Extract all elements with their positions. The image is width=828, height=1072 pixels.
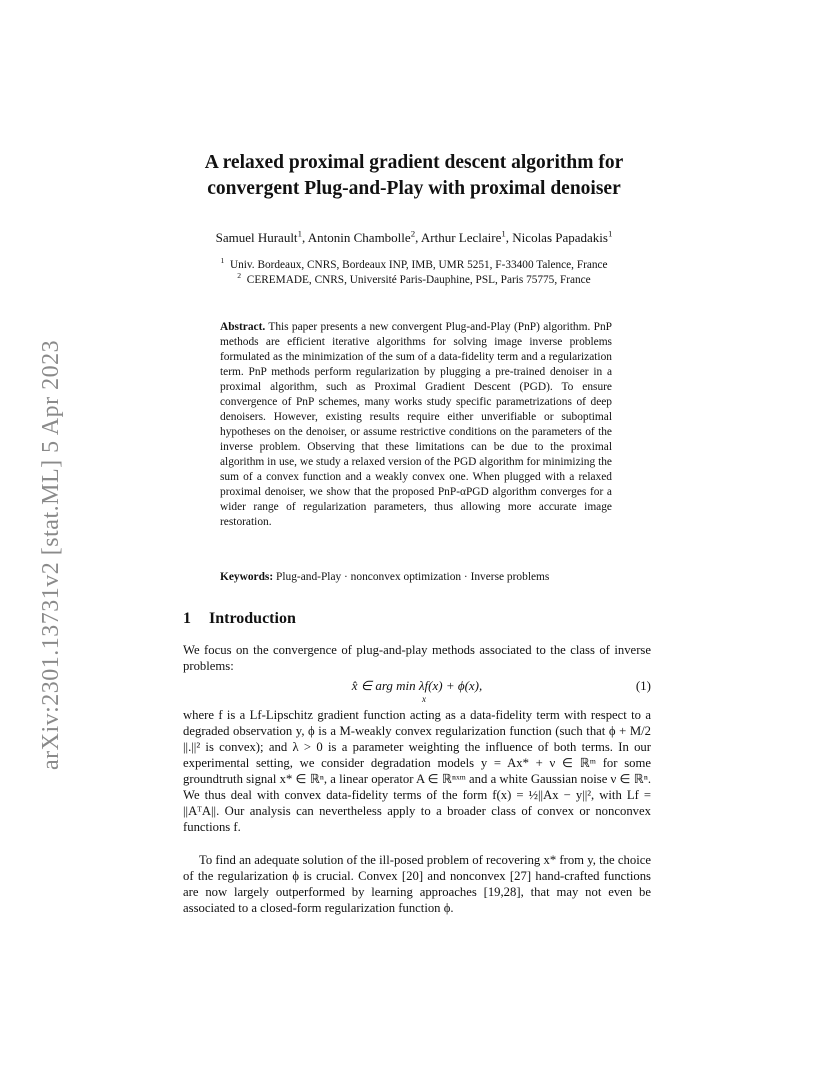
abstract <box>220 320 612 530</box>
equation-number: (1) <box>635 678 651 693</box>
title-line-1: A relaxed proximal gradient descent algorithm for <box>204 152 624 173</box>
paragraph-1: We focus on the convergence of plug-and-play methods associated to the class of inverse problems: <box>183 643 651 673</box>
paper-title <box>120 150 708 202</box>
author-name: , Antonin Chambolle <box>301 230 411 245</box>
keywords <box>220 571 620 583</box>
equation-subscript: x <box>422 694 426 704</box>
paragraph-3: To find an adequate solution of the ill-posed problem of recovering x* from y, the choice of the regularization ϕ is crucial. Convex [20] and nonconvex [27] hand-crafted functions are now largely outperformed by learning approaches [19,28], that may not even be associated to a closed-form regularization function ϕ. <box>183 853 651 915</box>
affiliation-2 <box>120 273 708 288</box>
author-affil-mark: 1 <box>297 228 302 239</box>
section-heading <box>183 610 296 628</box>
author-affil-mark: 2 <box>410 228 416 239</box>
affiliation-text: CEREMADE, CNRS, Université Paris-Dauphine, PSL, Paris 75775, France <box>246 274 591 286</box>
author-name: Samuel Hurault <box>215 230 298 245</box>
equation-1 <box>183 678 651 706</box>
equation-body: x̂ ∈ arg min λf(x) + ϕ(x), <box>351 678 483 693</box>
abstract-label: Abstract. <box>220 321 266 333</box>
title-line-2: convergent Plug-and-Play with proximal denoiser <box>207 178 621 199</box>
affiliation-text: Univ. Bordeaux, CNRS, Bordeaux INP, IMB, UMR 5251, F-33400 Talence, France <box>229 259 608 271</box>
keywords-label: Keywords: <box>220 571 274 583</box>
arxiv-identifier-stamp <box>38 290 78 770</box>
arxiv-id-text: arXiv:2301.13731v2 [stat.ML] 5 Apr 2023 <box>38 339 64 770</box>
paragraph-2: where f is a Lf-Lipschitz gradient function acting as a data-fidelity term with respect to a degraded observation y, ϕ is a M-weakly convex regularization function (such that ϕ + M/2 ||.||² is convex); and λ > 0 is a parameter weighting the influence of both terms. In our experimental setting, we consider degradation models y = Ax* + ν ∈ ℝᵐ for some groundtruth signal x* ∈ ℝⁿ, a linear operator A ∈ ℝⁿˣᵐ and a white Gaussian noise ν ∈ ℝⁿ. We thus deal with convex data-fidelity terms of the form f(x) = ½||Ax − y||², with Lf = ||AᵀA||. Our analysis can nevertheless apply to a broader class of convex or nonconvex functions f. <box>183 708 651 834</box>
affiliation-number: 1 <box>220 256 225 266</box>
affiliation-1 <box>120 258 708 273</box>
author-name: , Arthur Leclaire <box>415 230 502 245</box>
author-affil-mark: 1 <box>607 228 613 239</box>
affiliations <box>120 258 708 288</box>
section-title: Introduction <box>209 610 296 627</box>
affiliation-number: 2 <box>237 271 242 281</box>
keywords-text: Plug-and-Play · nonconvex optimization · Inverse problems <box>276 571 550 583</box>
author-name: , Nicolas Papadakis <box>505 230 608 245</box>
author-list <box>120 230 708 246</box>
abstract-text: This paper presents a new convergent Plug-and-Play (PnP) algorithm. PnP methods are efficient iterative algorithms for solving image inverse problems formulated as the minimization of the sum of a data-fidelity term and a regularization term. PnP methods perform regularization by plugging a pre-trained denoiser in a proximal algorithm, such as Proximal Gradient Descent (PGD). To ensure convergence of PnP schemes, many works study specific parametrizations of deep denoisers. However, existing results require either unverifiable or suboptimal hypotheses on the denoiser, or assume restrictive conditions on the parameters of the inverse problem. Observing that these limitations can be due to the proximal algorithm in use, we study a relaxed version of the PGD algorithm for minimizing the sum of a convex function and a weakly convex one. When plugged with a relaxed proximal denoiser, we show that the proposed PnP-αPGD algorithm converges for a wider range of regularization parameters, thus allowing more accurate image restoration. <box>220 321 612 528</box>
author-affil-mark: 1 <box>501 228 506 239</box>
section-number: 1 <box>183 610 191 627</box>
